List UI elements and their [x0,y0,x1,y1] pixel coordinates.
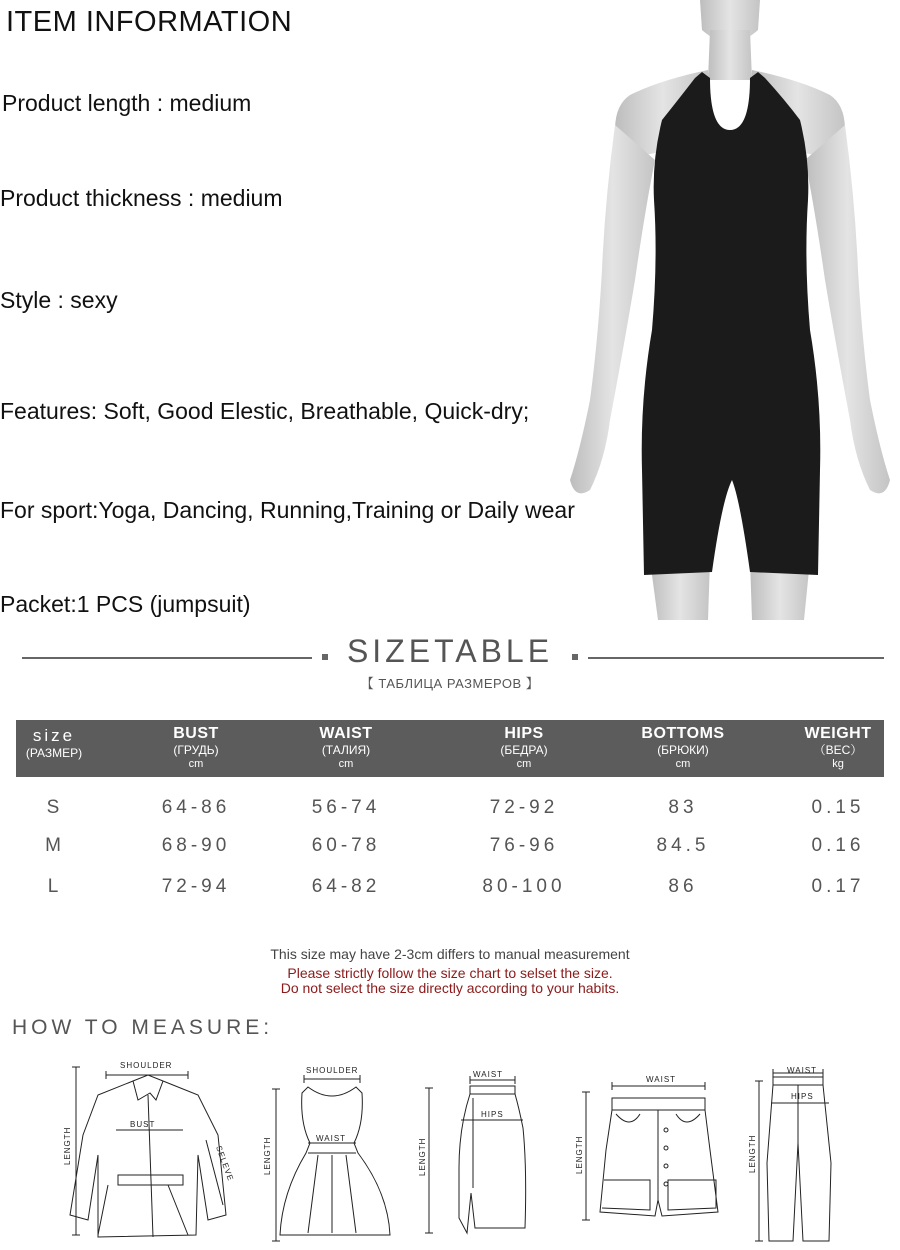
cell-bottoms: 86 [668,876,698,897]
size-table-header [16,720,884,777]
info-product-thickness: Product thickness : medium [0,185,283,211]
header-weight: WEIGHT （ВЕС） kg [804,725,872,770]
label-shoulder: SHOULDER [120,1061,173,1070]
cell-hips: 80-100 [482,876,566,897]
header-bust: BUST (ГРУДЬ) cm [173,725,219,770]
info-packet: Packet:1 PCS (jumpsuit) [0,591,251,617]
info-sport: For sport:Yoga, Dancing, Running,Training or Daily wear [0,497,575,523]
how-to-measure-title: HOW TO MEASURE: [12,1016,274,1039]
label-seleve: SELEVE [214,1144,236,1183]
label-waist: WAIST [316,1134,347,1143]
header-hips: HIPS (БЕДРА) cm [500,725,548,770]
label-shoulder: SHOULDER [306,1066,359,1075]
info-features: Features: Soft, Good Elestic, Breathable, Quick-dry; [0,398,530,424]
dress-measure-diagram [258,1063,398,1245]
info-product-length: Product length : medium [2,90,252,116]
cell-bottoms: 83 [668,797,698,818]
item-information-title: ITEM INFORMATION [6,6,293,38]
label-hips: HIPS [791,1092,814,1101]
cell-waist: 64-82 [311,876,381,897]
label-length: LENGTH [63,1126,72,1165]
cell-bust: 72-94 [161,876,231,897]
header-size: size (РАЗМЕР) [25,726,83,761]
cell-bust: 64-86 [161,797,231,818]
cell-weight: 0.17 [811,876,865,897]
table-row [16,835,884,865]
cell-size: L [47,876,59,897]
label-waist: WAIST [473,1070,504,1079]
pants-measure-diagram [745,1063,845,1245]
jacket-measure-diagram [58,1055,238,1245]
cell-hips: 72-92 [489,797,559,818]
shorts-measure-diagram [570,1070,735,1225]
label-length: LENGTH [575,1135,584,1174]
header-bottoms: BOTTOMS (БРЮКИ) cm [641,725,725,770]
cell-hips: 76-96 [489,835,559,856]
label-length: LENGTH [418,1137,427,1176]
cell-size: M [45,835,61,856]
table-row [16,797,884,827]
header-waist: WAIST (ТАЛИЯ) cm [319,725,373,770]
cell-waist: 60-78 [311,835,381,856]
info-style: Style : sexy [0,287,118,313]
label-bust: BUST [130,1120,156,1129]
cell-bottoms: 84.5 [656,835,710,856]
cell-bust: 68-90 [161,835,231,856]
size-warning-2: Do not select the size directly according to your habits. [280,980,620,996]
label-waist: WAIST [787,1066,818,1075]
cell-size: S [46,797,60,818]
label-length: LENGTH [748,1134,757,1173]
cell-weight: 0.16 [811,835,865,856]
cell-waist: 56-74 [311,797,381,818]
label-waist: WAIST [646,1075,677,1084]
table-row [16,876,884,906]
sizetable-subtitle: 【 ТАБЛИЦА РАЗМЕРОВ 】 [360,676,540,691]
product-photo [560,0,900,620]
measurement-note: This size may have 2-3cm differs to manual measurement [270,946,630,962]
cell-weight: 0.15 [811,797,865,818]
label-hips: HIPS [481,1110,504,1119]
label-length: LENGTH [263,1136,272,1175]
sizetable-title: SIZETABLE [346,633,554,669]
skirt-measure-diagram [415,1068,545,1246]
size-warning-1: Please strictly follow the size chart to selset the size. [287,965,613,981]
